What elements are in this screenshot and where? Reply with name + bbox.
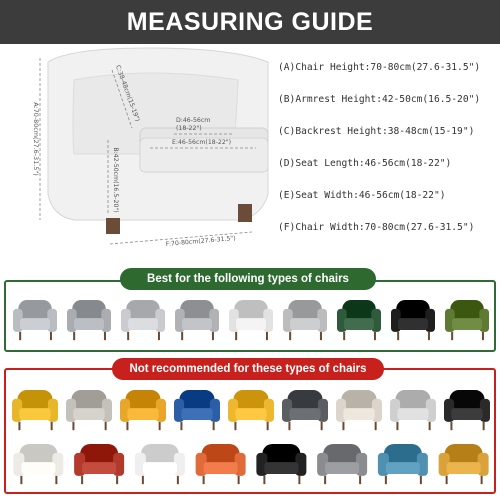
page-title: MEASURING GUIDE xyxy=(126,7,374,36)
not-recommended-title-badge xyxy=(112,358,384,380)
recommended-chairs-row xyxy=(0,296,500,348)
dim-label-a: A:70-80cm(27.6-31.5") xyxy=(32,102,40,176)
grey-recliner xyxy=(317,444,367,484)
grey-channel-tub-chair xyxy=(175,300,219,340)
black-leather-chair xyxy=(391,300,435,340)
spec-backrest-height: (C)Backrest Height:38-48cm(15-19") xyxy=(278,126,475,137)
not-recommended-title: Not recommended for these types of chairs xyxy=(129,363,367,375)
dim-label-f: F:70-80cm(27.6-31.5") xyxy=(165,234,236,248)
dark-grey-tufted-chair xyxy=(282,390,328,430)
spec-chair-width: (F)Chair Width:70-80cm(27.6-31.5") xyxy=(278,222,475,233)
dim-label-b: B:42-50cm(16.5-20") xyxy=(112,147,119,213)
grey-tub-chair xyxy=(13,300,57,340)
light-grey-tub-chair xyxy=(121,300,165,340)
beige-club-chair xyxy=(336,390,382,430)
recommended-title-badge xyxy=(120,268,376,290)
white-boucle-chair xyxy=(13,444,63,484)
recommended-title: Best for the following types of chairs xyxy=(147,273,349,285)
grey-round-swivel-chair xyxy=(66,390,112,430)
red-armchair xyxy=(74,444,124,484)
grey-metal-frame-chair xyxy=(67,300,111,340)
yellow-wing-chair xyxy=(228,390,274,430)
light-grey-armchair xyxy=(390,390,436,430)
blue-armchair xyxy=(174,390,220,430)
black-leather-lounge-chair xyxy=(444,390,490,430)
not-recommended-chairs-row-2 xyxy=(0,440,500,490)
spec-seat-length: (D)Seat Length:46-56cm(18-22") xyxy=(278,158,452,169)
black-club-chair xyxy=(256,444,306,484)
dim-label-c: C:38-48cm(15-19") xyxy=(113,64,141,123)
white-chesterfield-chair xyxy=(135,444,185,484)
dim-label-e: E:46-56cm(18-22") xyxy=(172,139,232,146)
page-banner xyxy=(0,0,500,44)
dim-label-d-inch: (18-22") xyxy=(176,125,202,132)
white-tub-chair xyxy=(229,300,273,340)
green-velvet-chair xyxy=(337,300,381,340)
spec-armrest-height: (B)Armrest Height:42-50cm(16.5-20") xyxy=(278,94,481,105)
olive-tub-chair xyxy=(445,300,489,340)
mustard-sofa-chair xyxy=(439,444,489,484)
dim-label-d: D:46-56cm xyxy=(176,117,211,124)
orange-armchair xyxy=(196,444,246,484)
yellow-wingback-chair xyxy=(12,390,58,430)
yellow-armchair xyxy=(120,390,166,430)
spec-seat-width: (E)Seat Width:46-56cm(18-22") xyxy=(278,190,446,201)
spec-chair-height: (A)Chair Height:70-80cm(27.6-31.5") xyxy=(278,62,481,73)
tub-chair-illustration xyxy=(48,48,268,234)
not-recommended-chairs-row-1 xyxy=(0,386,500,436)
teal-armchair xyxy=(378,444,428,484)
grey-slipcover-chair xyxy=(283,300,327,340)
